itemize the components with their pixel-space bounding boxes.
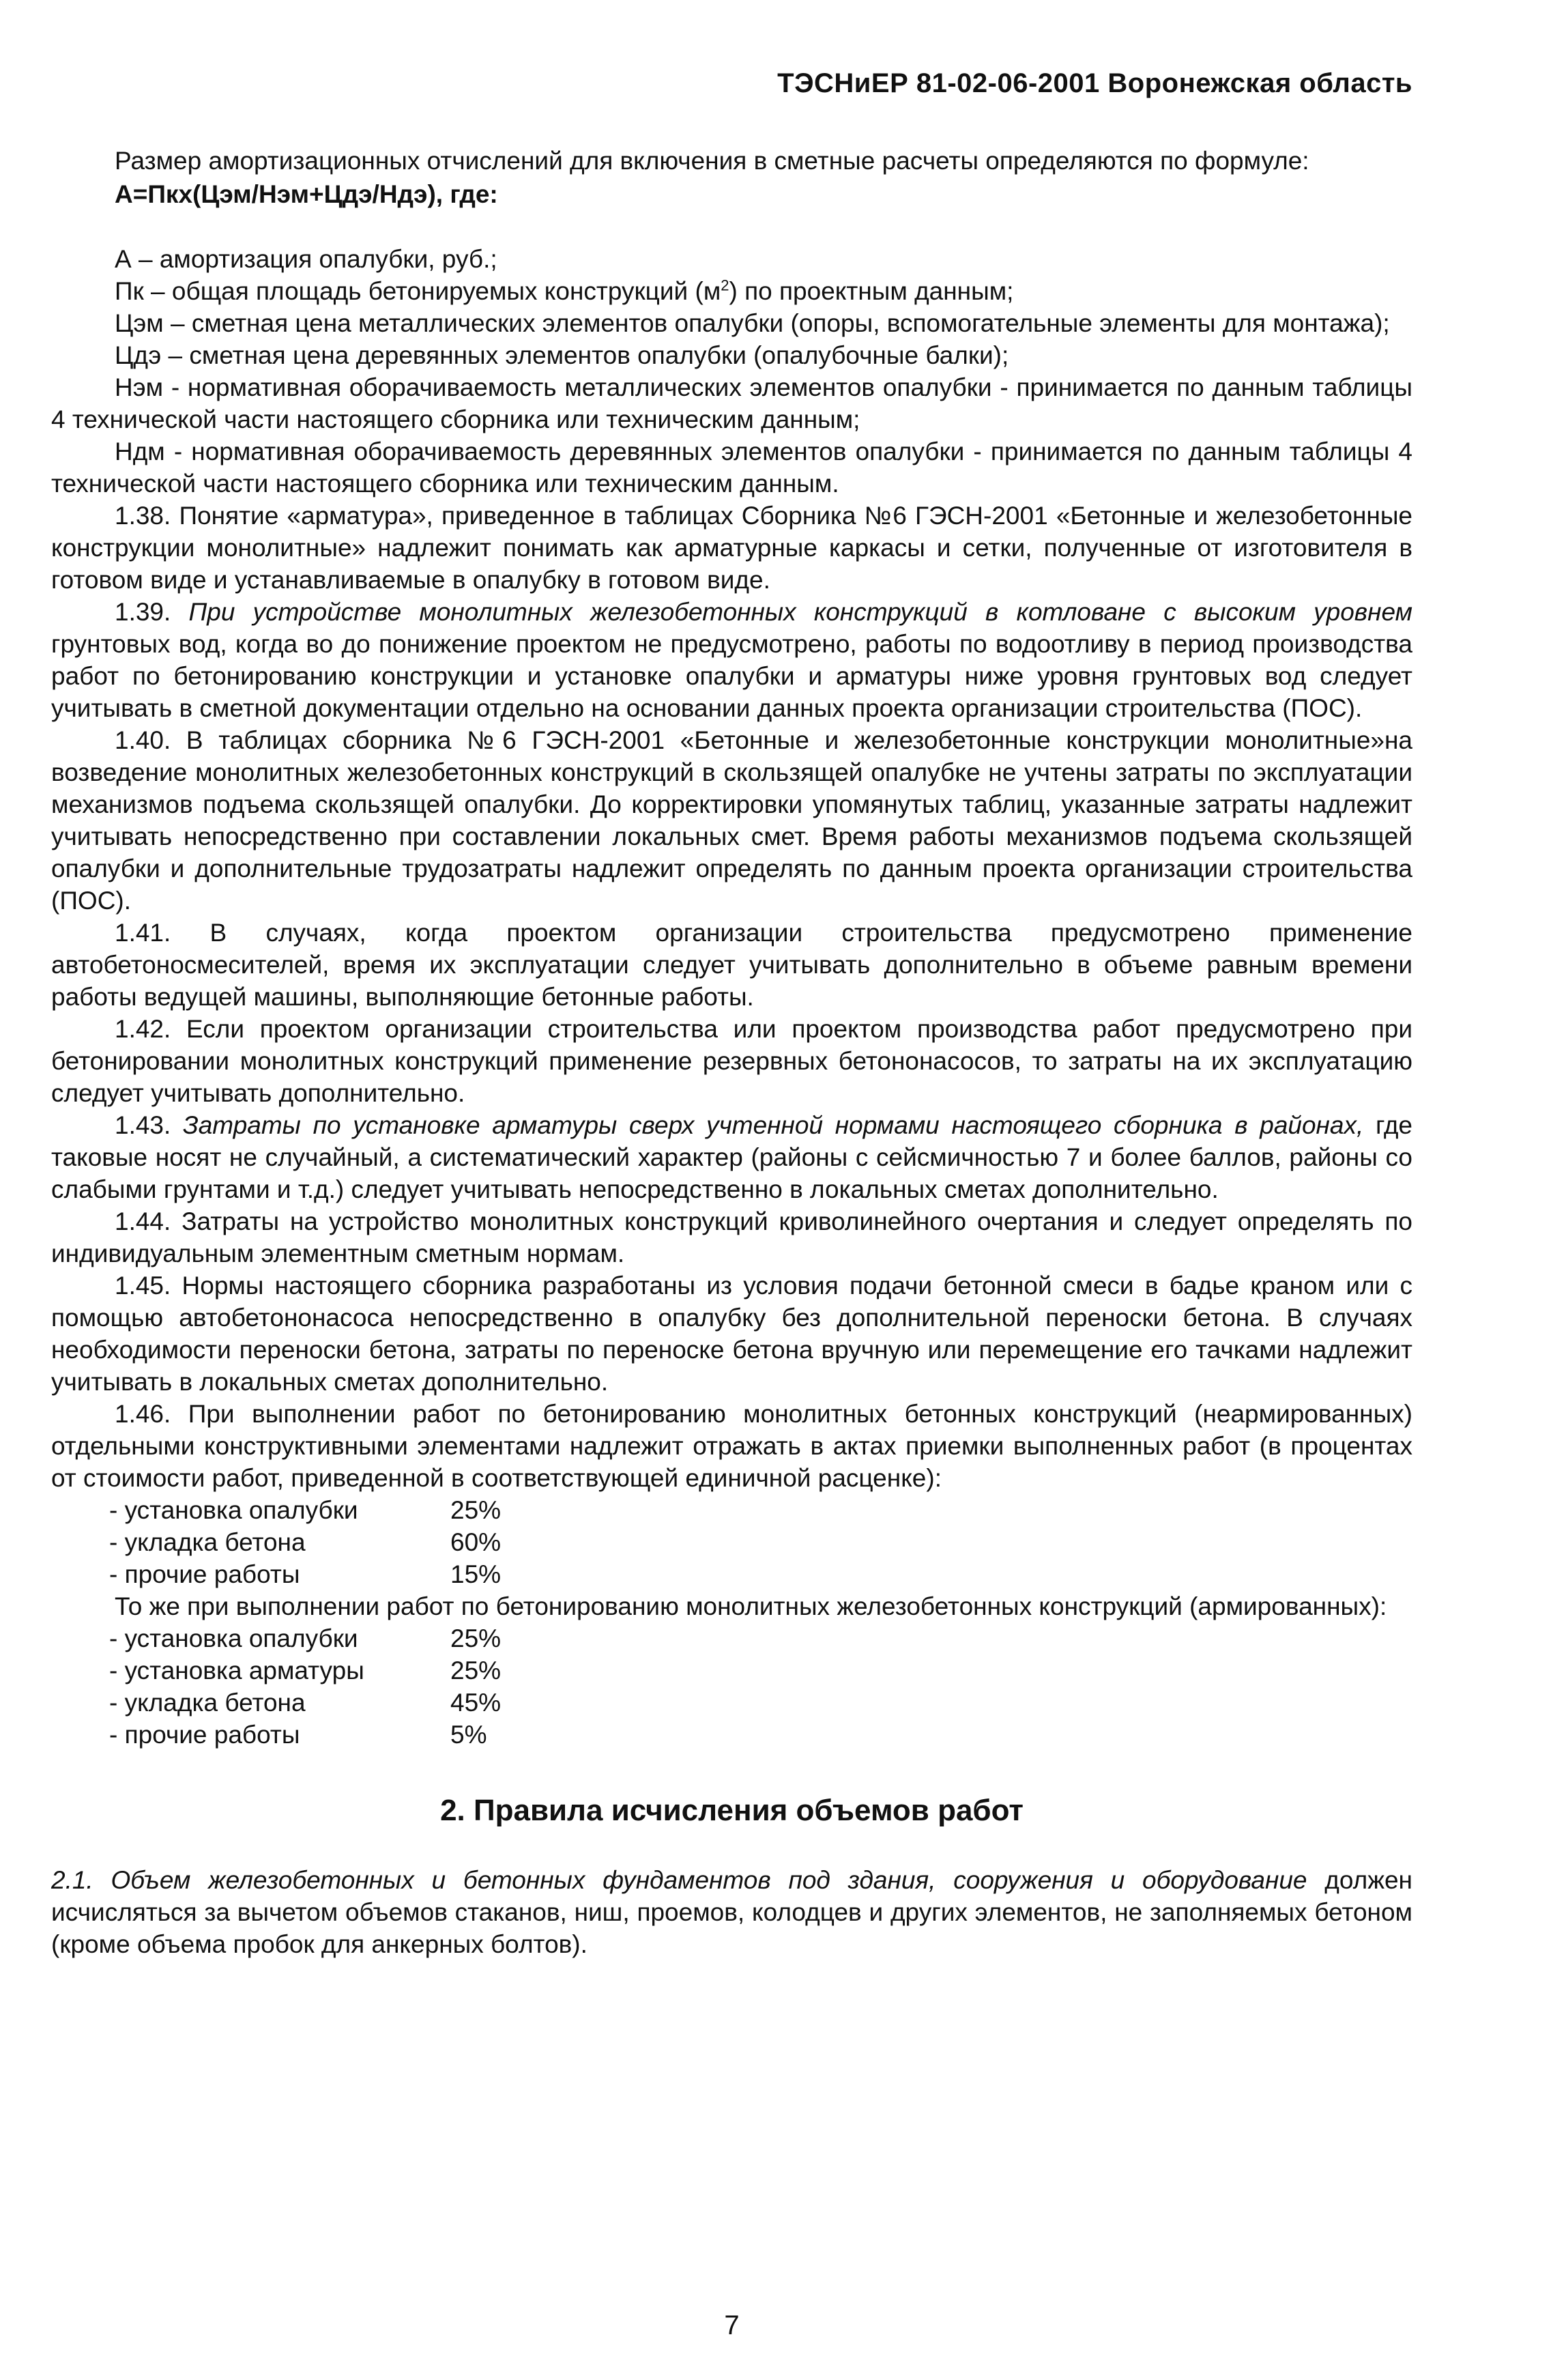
definition-pk-tail: ) по проектным данным; [729, 277, 1014, 305]
list-item [109, 1622, 1412, 1654]
paragraph-1-44: 1.44. Затраты на устройство монолитных конструкций криволинейного очертания и следует определять по индивидуальным элементным сметным нормам. [51, 1207, 1412, 1267]
paragraph-1-39 [51, 596, 1412, 724]
list-item [109, 1654, 1412, 1687]
list-item-name: - укладка бетона [109, 1528, 306, 1556]
list-item [109, 1494, 1412, 1526]
paragraph-1-43-italic: Затраты по установке арматуры сверх учтенной нормами настоящего сборника в районах, [183, 1111, 1364, 1139]
paragraph-1-42: 1.42. Если проектом организации строительства или проектом производства работ предусмотрено при бетонировании монолитных конструкций применение резервных бетононасосов, то затраты на их эксплуатацию следует учитывать дополнительно. [51, 1015, 1412, 1107]
paragraph-1-46-reinforced: То же при выполнении работ по бетонированию монолитных железобетонных конструкций (армированных): [115, 1592, 1387, 1620]
paragraph-1-43 [51, 1109, 1412, 1205]
paragraph-1-43-number: 1.43. [115, 1111, 184, 1139]
list-item-percent: 25% [450, 1624, 502, 1652]
paragraph-1-38: 1.38. Понятие «арматура», приведенное в таблицах Сборника №6 ГЭСН-2001 «Бетонные и железобетонные конструкции монолитные» надлежит понимать как арматурные каркасы и сетки, полученные от изготовителя в готовом виде и устанавливаемые в опалубку в готовом виде. [51, 502, 1412, 594]
list-item-percent: 60% [450, 1528, 502, 1556]
list-item-name: - установка опалубки [109, 1496, 358, 1524]
paragraph-1-43-text: где таковые носят не случайный, а систематический характер (районы с сейсмичностью 7 и более баллов, районы со слабыми грунтами и т.д.) следует учитывать непосредственно в локальных сметах дополнительно. [51, 1111, 1412, 1203]
paragraph-1-39-text: грунтовых вод, когда во до понижение проектом не предусмотрено, работы по водоотливу в период производства работ по бетонированию конструкции и установке опалубки и арматуры ниже уровня грунтовых вод следует учитывать в сметной документации отдельно на основании данных проекта организации строительства (ПОС). [51, 630, 1412, 722]
list-item-name: - прочие работы [109, 1560, 300, 1588]
list-item-percent: 25% [450, 1657, 502, 1684]
list-item-percent: 5% [450, 1721, 487, 1749]
paragraph-1-40: 1.40. В таблицах сборника №6 ГЭСН-2001 «Бетонные и железобетонные конструкции монолитные»на возведение монолитных железобетонных конструкций в скользящей опалубке не учтены затраты по эксплуатации механизмов подъема скользящей опалубки. До корректировки упомянутых таблиц, указанные затраты надлежит учитывать непосредственно при составлении локальных смет. Время работы механизмов подъема скользящей опалубки и дополнительные трудозатраты надлежит определять по данным проекта организации строительства (ПОС). [51, 726, 1412, 915]
document-body [51, 145, 1412, 1960]
page-number: 7 [724, 2310, 740, 2340]
paragraph-2-1-text: должен исчисляться за вычетом объемов стаканов, ниш, проемов, колодцев и других элементов, не заполняемых бетоном (кроме объема пробок для анкерных болтов). [51, 1866, 1412, 1958]
definition-pk [51, 275, 1412, 307]
definition-ndm: Ндм - нормативная оборачиваемость деревянных элементов опалубки - принимается по данным таблицы 4 технической части настоящего сборника или техническим данным. [51, 438, 1412, 498]
definition-nem: Нэм - нормативная оборачиваемость металлических элементов опалубки - принимается по данным таблицы 4 технической части настоящего сборника или техническим данным; [51, 373, 1412, 433]
list-item-percent: 45% [450, 1689, 502, 1717]
paragraph-1-39-number: 1.39. [115, 598, 189, 626]
definition-pk-text: Пк – общая площадь бетонируемых конструкций (м [115, 277, 721, 305]
list-item-name: - укладка бетона [109, 1689, 306, 1717]
list-item-name: - установка опалубки [109, 1624, 358, 1652]
amortization-formula: А=Пкх(Цэм/Нэм+Цдэ/Ндэ), где: [115, 180, 498, 208]
list-item [109, 1687, 1412, 1719]
unreinforced-work-list [109, 1494, 1412, 1590]
superscript: 2 [721, 276, 729, 294]
list-item-name: - прочие работы [109, 1721, 300, 1749]
definition-tsem: Цэм – сметная цена металлических элементов опалубки (опоры, вспомогательные элементы для монтажа); [115, 309, 1390, 337]
list-item [109, 1526, 1412, 1558]
list-item [109, 1719, 1412, 1751]
paragraph-1-39-italic: При устройстве монолитных железобетонных конструкций в котловане с высоким уровнем [188, 598, 1412, 626]
intro-paragraph: Размер амортизационных отчислений для включения в сметные расчеты определяются по формуле: [115, 147, 1309, 175]
list-item-name: - установка арматуры [109, 1657, 364, 1684]
paragraph-1-45: 1.45. Нормы настоящего сборника разработаны из условия подачи бетонной смеси в бадье краном или с помощью автобетононасоса непосредственно в опалубку без дополнительной переноски бетона. В случаях необходимости переноски бетона, затраты по переноске бетона вручную или перемещение его тачками надлежит учитывать в локальных сметах дополнительно. [51, 1272, 1412, 1396]
paragraph-1-46: 1.46. При выполнении работ по бетонированию монолитных бетонных конструкций (неармированных) отдельными конструктивными элементами надлежит отражать в актах приемки выполненных работ (в процентах от стоимости работ, приведенной в соответствующей единичной расценке): [51, 1400, 1412, 1492]
section-heading: 2. Правила исчисления объемов работ [440, 1794, 1024, 1827]
reinforced-work-list [109, 1622, 1412, 1751]
paragraph-1-41: 1.41. В случаях, когда проектом организации строительства предусмотрено применение автобетоносмесителей, время их эксплуатации следует учитывать дополнительно в объеме равным времени работы ведущей машины, выполняющие бетонные работы. [51, 919, 1412, 1011]
paragraph-2-1 [51, 1864, 1412, 1960]
list-item-percent: 15% [450, 1560, 502, 1588]
definition-a: А – амортизация опалубки, руб.; [115, 245, 497, 273]
list-item-percent: 25% [450, 1496, 502, 1524]
list-item [109, 1558, 1412, 1590]
paragraph-2-1-italic: 2.1. Объем железобетонных и бетонных фундаментов под здания, сооружения и оборудование [51, 1866, 1307, 1894]
definition-tsde: Цдэ – сметная цена деревянных элементов опалубки (опалубочные балки); [115, 341, 1009, 369]
document-header: ТЭСНиЕР 81-02-06-2001 Воронежская область [777, 68, 1412, 98]
